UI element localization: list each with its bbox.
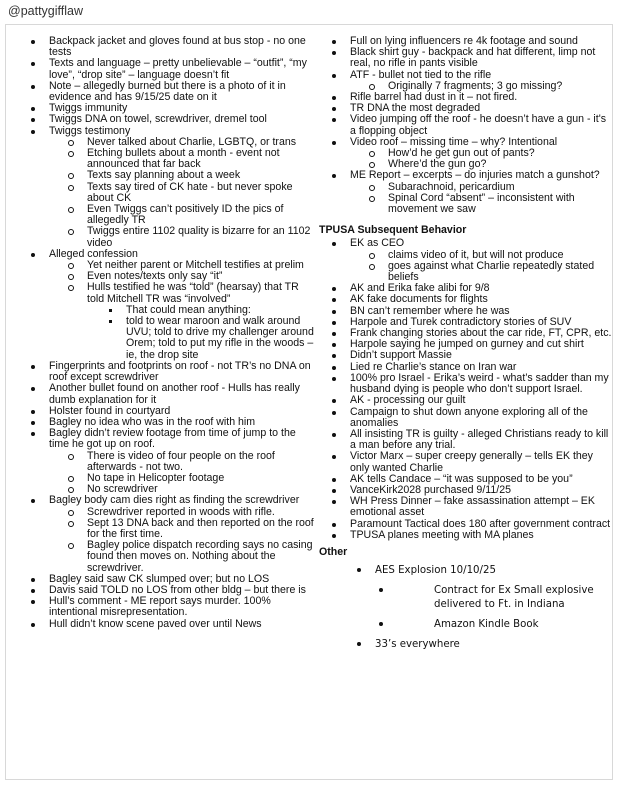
bullet-item-level-1: Fingerprints and footprints on roof - not TR’s no DNA on roof except screwdriver bbox=[18, 361, 314, 383]
bullet-item-level-1: Twiggs DNA on towel, screwdriver, dremel tool bbox=[18, 114, 314, 125]
bullet-item-level-1: AK - processing our guilt bbox=[319, 395, 613, 406]
bullet-item-level-1: ME Report – excerpts – do injuries match a gunshot? bbox=[319, 170, 613, 181]
bullet-item-level-1: All insisting TR is guilty - alleged Christians ready to kill a man before any trial. bbox=[319, 429, 613, 451]
bullet-item-level-1: Harpole and Turek contradictory stories of SUV bbox=[319, 317, 613, 328]
bullet-item-level-1: Davis said TOLD no LOS from other bldg – but there is bbox=[18, 585, 314, 596]
tpusa-heading: TPUSA Subsequent Behavior bbox=[319, 224, 467, 237]
bullet-item-level-1: Rifle barrel had dust in it – not fired. bbox=[319, 92, 613, 103]
bullet-item-level-2: No screwdriver bbox=[18, 484, 314, 495]
bullet-item-level-2: Even Twiggs can’t positively ID the pics of allegedly TR bbox=[18, 204, 314, 226]
bullet-item-level-1: Victor Marx – super creepy generally – tells EK they only wanted Charlie bbox=[319, 451, 613, 473]
bullet-item-level-1: Campaign to shut down anyone exploring all of the anomalies bbox=[319, 407, 613, 429]
bullet-item-level-1: AK fake documents for flights bbox=[319, 294, 613, 305]
bullet-item-level-2: Yet neither parent or Mitchell testifies at prelim bbox=[18, 260, 314, 271]
bullet-item-level-1: Black shirt guy - backpack and hat different, limp not real, no rifle in pants visible bbox=[319, 47, 613, 69]
bullet-item-level-1: Twiggs immunity bbox=[18, 103, 314, 114]
bullet-item-level-1: ATF - bullet not tied to the rifle bbox=[319, 70, 613, 81]
bullet-item-level-1: Hull’s comment - ME report says murder. 100% intentional misrepresentation. bbox=[18, 596, 314, 618]
account-handle: @pattygifflaw bbox=[8, 4, 83, 18]
bullet-item-level-1: Lied re Charlie’s stance on Iran war bbox=[319, 362, 613, 373]
bullet-item-level-2: AES Explosion 10/10/25 bbox=[319, 564, 613, 578]
bullet-item-level-1: EK as CEO bbox=[319, 238, 613, 249]
other-bullet-list bbox=[319, 564, 613, 652]
bullet-item-level-2: Subarachnoid, pericardium bbox=[319, 182, 613, 193]
bullet-item-level-1: Full on lying influencers re 4k footage and sound bbox=[319, 36, 613, 47]
bullet-item-level-1: WH Press Dinner – fake assassination attempt – EK emotional asset bbox=[319, 496, 613, 518]
bullet-item-level-1: Bagley body cam dies right as finding the screwdriver bbox=[18, 495, 314, 506]
bullet-item-level-1: Texts and language – pretty unbelievable – “outfit”, “my love”, “drop site” – language doesn’t fit bbox=[18, 58, 314, 80]
bullet-item-level-2: Texts say planning about a week bbox=[18, 170, 314, 181]
bullet-item-level-1: Alleged confession bbox=[18, 249, 314, 260]
bullet-item-level-1: Didn’t support Massie bbox=[319, 350, 613, 361]
bullet-item-level-1: Harpole saying he jumped on gurney and cut shirt bbox=[319, 339, 613, 350]
bullet-item-level-3: That could mean anything: bbox=[18, 305, 314, 316]
tpusa-bullet-list bbox=[319, 238, 613, 540]
bullet-item-level-1: Note – allegedly burned but there is a photo of it in evidence and has 9/15/25 date on it bbox=[18, 81, 314, 103]
bullet-item-level-2: Sept 13 DNA back and then reported on the roof for the first time. bbox=[18, 518, 314, 540]
bullet-item-level-1: AK tells Candace – “it was supposed to be you” bbox=[319, 474, 613, 485]
bullet-item-level-1: Backpack jacket and gloves found at bus stop - no one tests bbox=[18, 36, 314, 58]
bullet-item-level-1: Another bullet found on another roof - Hulls has really dumb explanation for it bbox=[18, 383, 314, 405]
bullet-item-level-1: Hull didn’t know scene paved over until News bbox=[18, 619, 314, 630]
bullet-item-level-3: Amazon Kindle Book bbox=[319, 618, 613, 632]
bullet-item-level-2: claims video of it, but will not produce bbox=[319, 250, 613, 261]
bullet-item-level-2: Screwdriver reported in woods with rifle. bbox=[18, 507, 314, 518]
left-column bbox=[18, 36, 314, 630]
right-column bbox=[319, 36, 613, 652]
bullet-item-level-2: Texts say tired of CK hate - but never spoke about CK bbox=[18, 182, 314, 204]
bullet-item-level-1: TPUSA planes meeting with MA planes bbox=[319, 530, 613, 541]
bullet-item-level-1: AK and Erika fake alibi for 9/8 bbox=[319, 283, 613, 294]
bullet-item-level-1: Paramount Tactical does 180 after government contract bbox=[319, 519, 613, 530]
bullet-item-level-1: Bagley didn’t review footage from time of jump to the time he got up on roof. bbox=[18, 428, 314, 450]
bullet-item-level-1: 100% pro Israel - Erika’s weird - what’s sadder than my husband dying is people who don’t support Israel. bbox=[319, 373, 613, 395]
right-bullet-list bbox=[319, 36, 613, 215]
bullet-item-level-2: How’d he get gun out of pants? bbox=[319, 148, 613, 159]
bullet-item-level-2: Where’d the gun go? bbox=[319, 159, 613, 170]
bullet-item-level-1: Bagley said saw CK slumped over; but no LOS bbox=[18, 574, 314, 585]
bullet-item-level-2: Bagley police dispatch recording says no casing found then moves on. Nothing about the screwdriver. bbox=[18, 540, 314, 574]
bullet-item-level-3: Contract for Ex Small explosive delivered to Ft. in Indiana bbox=[319, 584, 613, 612]
other-heading: Other bbox=[319, 545, 348, 558]
bullet-item-level-1: Video jumping off the roof - he doesn’t have a gun - it's a flopping object bbox=[319, 114, 613, 136]
bullet-item-level-2: Twiggs entire 1102 quality is bizarre for an 1102 video bbox=[18, 226, 314, 248]
bullet-item-level-2: Even notes/texts only say “it” bbox=[18, 271, 314, 282]
bullet-item-level-1: BN can’t remember where he was bbox=[319, 306, 613, 317]
bullet-item-level-1: Frank changing stories about the car ride, FT, CPR, etc. bbox=[319, 328, 613, 339]
bullet-item-level-2: Never talked about Charlie, LGBTQ, or trans bbox=[18, 137, 314, 148]
bullet-item-level-2: No tape in Helicopter footage bbox=[18, 473, 314, 484]
bullet-item-level-2: There is video of four people on the roof afterwards - not two. bbox=[18, 451, 314, 473]
bullet-item-level-1: Bagley no idea who was in the roof with him bbox=[18, 417, 314, 428]
bullet-item-level-2: Hulls testified he was “told” (hearsay) that TR told Mitchell TR was “involved” bbox=[18, 282, 314, 304]
bullet-item-level-3: told to wear maroon and walk around UVU; told to drive my challenger around Orem; told to put my rifle in the woods – ie, the drop site bbox=[18, 316, 314, 361]
bullet-item-level-1: Video roof – missing time – why? Intentional bbox=[319, 137, 613, 148]
left-bullet-list bbox=[18, 36, 314, 630]
bullet-item-level-2: Etching bullets about a month - event not announced that far back bbox=[18, 148, 314, 170]
bullet-item-level-2: goes against what Charlie repeatedly stated beliefs bbox=[319, 261, 613, 283]
bullet-item-level-2: Spinal Cord “absent” – inconsistent with movement we saw bbox=[319, 193, 613, 215]
bullet-item-level-1: Twiggs testimony bbox=[18, 126, 314, 137]
bullet-item-level-1: Holster found in courtyard bbox=[18, 406, 314, 417]
bullet-item-level-1: VanceKirk2028 purchased 9/11/25 bbox=[319, 485, 613, 496]
bullet-item-level-2: 33’s everywhere bbox=[319, 638, 613, 652]
bullet-item-level-1: TR DNA the most degraded bbox=[319, 103, 613, 114]
bullet-item-level-2: Originally 7 fragments; 3 go missing? bbox=[319, 81, 613, 92]
